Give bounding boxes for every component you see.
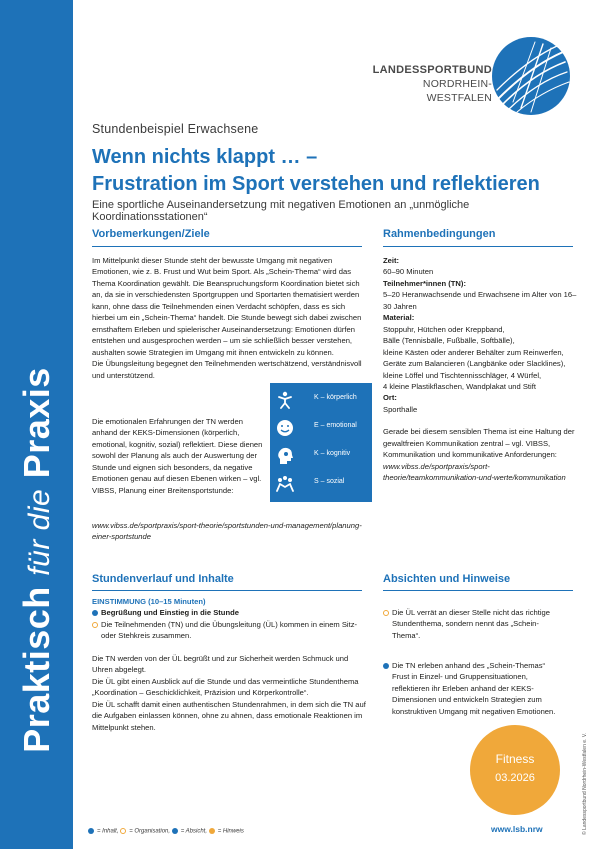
keks-row [270,473,372,495]
divider [92,246,362,247]
tn-label: Teilnehmer*innen (TN): [383,278,466,288]
item-begruessung [92,607,367,618]
item-sitzkreis-text: Die Teilnehmenden (TN) und die Übungsleitung (ÜL) kommen in einem Sitz- oder Stehkreis zusammen. [101,619,358,641]
rahmen-paragraph: Gerade bei diesem sensiblen Thema ist eine Haltung der gewaltfreien Kommunikation zentral – vgl. VIBSS, Kommunikation und kommunikative Anforderungen: [383,427,575,460]
legend-absicht: = Absicht, [180,828,208,835]
vorbemerkungen-link[interactable]: www.vibss.de/sportpraxis/sport-theorie/sportstunden-und-management/planung-einer-sportstunde [92,521,362,542]
sidebar-word-praktisch: Praktisch [16,586,57,753]
material-item: 4 kleine Plastikflaschen, Wandplakat und Stift [383,381,536,391]
legend-inhalt: = Inhalt, [97,828,119,835]
spacer [383,415,578,426]
legend-hinweis: = Hinweis [217,828,244,835]
rahmenbedingungen-text [383,255,578,484]
stundenverlauf-text [92,596,367,733]
keks-label: K – körperlich [314,394,357,401]
heading-vorbemerkungen: Vorbemerkungen/Ziele [92,228,210,240]
divider [383,590,573,591]
vorbemerkungen-p3: Die emotionalen Erfahrungen der TN werden anhand der KEKS-Dimensionen (körperlich, emotional, kognitiv, sozial) reflektiert. Diese dienen sowohl der Planung als auch der Auswertung der Stunde und eignen sich besonders, da negative Emotionen genau auf diesen Ebenen wirken – vgl. VIBSS, Planung einer Breitensportstunde: [92,417,263,495]
divider [92,590,362,591]
verlauf-p3: Die ÜL schafft damit einen authentischen Stundenrahmen, in dem sich die TN auf die Aufgaben einlassen können, ohne zu ahnen, dass emotionale Reaktionen im Mittelpunkt stehen. [92,699,366,732]
organisation-dot-icon [120,828,126,834]
eyebrow: Stundenbeispiel Erwachsene [92,122,259,136]
hinweis-1 [383,607,558,641]
item-sitzkreis [92,619,367,642]
legend [88,828,244,835]
sidebar-word-fuer-die: für die [23,488,56,576]
title-line2: Frustration im Sport verstehen und reflektieren [92,173,540,195]
logo-line1: LANDESSPORTBUND [372,64,492,76]
keks-row [270,445,372,467]
absicht-dot-icon [172,828,178,834]
organisation-dot-icon [92,622,98,628]
legend-organisation: = Organisation, [129,828,171,835]
phase-einstimmung: EINSTIMMUNG (10–15 Minuten) [92,597,206,606]
logo-text [362,63,492,105]
hinweis-2 [383,660,561,717]
tn-value: 5–20 Heranwachsende und Erwachsene im Alter von 16–30 Jahren [383,290,577,311]
sidebar-title [16,367,58,753]
keks-label: E – emotional [314,422,357,429]
material-item: kleine Löffel und Tischtennisschläger, 4 Würfel, [383,370,542,380]
title-line1: Wenn nichts klappt … – [92,146,318,168]
zeit-label: Zeit: [383,256,400,265]
heading-absichten: Absichten und Hinweise [383,573,511,585]
sidebar-word-praxis: Praxis [16,367,57,479]
hinweis-dot-icon [209,828,215,834]
verlauf-p2: Die ÜL gibt einen Ausblick auf die Stunde und das vermeintliche Stundenthema „Koordination – Geschicklichkeit, Präzision und Körperkontrolle“. [92,676,359,698]
ort-label: Ort: [383,393,397,403]
zeit-value: 60–90 Minuten [383,267,434,277]
hinweis-dot-icon [383,610,389,616]
heading-stundenverlauf: Stundenverlauf und Inhalte [92,573,234,585]
divider [383,246,573,247]
hinweis-1-p [383,607,558,641]
lsb-logo-icon [491,36,571,116]
rahmen-link[interactable]: www.vibss.de/sportpraxis/sport-theorie/teamkommunikation-und-werte/kommunikation [383,461,566,483]
spacer [92,642,367,653]
keks-label: K – kognitiv [314,450,351,457]
page-title [92,144,572,198]
copyright-vertical: © Landessportbund Nordrhein-Westfalen e. V. [582,732,588,835]
keks-row [270,389,372,411]
vorbemerkungen-text-top [92,255,364,381]
footer-url[interactable]: www.lsb.nrw [491,824,543,834]
body-icon [276,391,294,409]
logo-line2: NORDRHEIN-WESTFALEN [422,78,492,104]
badge-title: Fitness [495,752,535,766]
badge-date: 03.2026 [495,772,535,784]
material-item: Bälle (Tennisbälle, Fußbälle, Softbälle), [383,336,515,346]
item-begruessung-text: Begrüßung und Einstieg in die Stunde [101,608,239,618]
ort-value: Sporthalle [383,404,418,414]
head-icon [276,447,294,465]
inhalt-dot-icon [88,828,94,834]
hinweis-1-text: Die ÜL verrät an dieser Stelle nicht das richtige Stundenthema, sondern nennt das „Schein-Thema“. [392,608,550,640]
group-icon [276,475,294,493]
fitness-badge [470,725,560,815]
inhalt-dot-icon [92,610,98,616]
subtitle: Eine sportliche Auseinandersetzung mit negativen Emotionen an „unmögliche Koordinationsstationen“ [92,199,470,223]
absicht-dot-icon [383,663,389,669]
material-item: kleine Kästen oder anderer Behälter zum Reinwerfen, [383,347,564,357]
vorbemerkungen-p2: Die Übungsleitung begegnet den Teilnehmenden wertschätzend, verständnisvoll und unterstützend. [92,359,362,380]
hinweis-2-p [383,660,561,717]
face-icon [276,419,294,437]
keks-box [270,383,372,502]
vorbemerkungen-text-keks [92,416,264,496]
heading-rahmenbedingungen: Rahmenbedingungen [383,228,496,240]
material-label: Material: [383,313,415,323]
hinweis-2-text: Die TN erleben anhand des „Schein-Themas“ Frust in Einzel- und Gruppensituationen, reflektieren ihr Erleben anhand der KEKS-Dimensionen und entwickeln Strategien zum konstruktiven Umgang mit negativen Emotionen. [392,661,556,716]
material-item: Geräte zum Balancieren (Langbänke oder Slacklines), [383,359,566,369]
keks-row [270,417,372,439]
material-item: Stoppuhr, Hütchen oder Kreppband, [383,324,505,334]
vorbemerkungen-p1: Im Mittelpunkt dieser Stunde steht der bewusste Umgang mit negativen Emotionen, wie z. B. Frust und Wut beim Sport. Als „Schein-Thema“ wird das Thema Koordination gewählt. Die Beanspruchungsform Koordination bietet sich an, da sie in verschiedensten Sportgruppen und Sportarten thematisiert werden kann, ohne dass die Teilnehmenden einen Verdacht schöpfen, dass es sich hierbei um ein „Schein-Thema“ handelt. Die Stunde bewegt sich dabei zwischen ernsthaftem Erleben und spielerischer Auseinandersetzung: Emotionen dürfen entstehen und ausgesprochen werden – um sie schließlich besser verstehen, aushalten sowie Strategien im Umgang mit ihnen entwickeln zu können. [92,256,362,357]
verlauf-p1: Die TN werden von der ÜL begrüßt und zur Sicherheit werden Schmuck und Uhren abgelegt. [92,653,349,675]
keks-label: S – sozial [314,478,345,485]
